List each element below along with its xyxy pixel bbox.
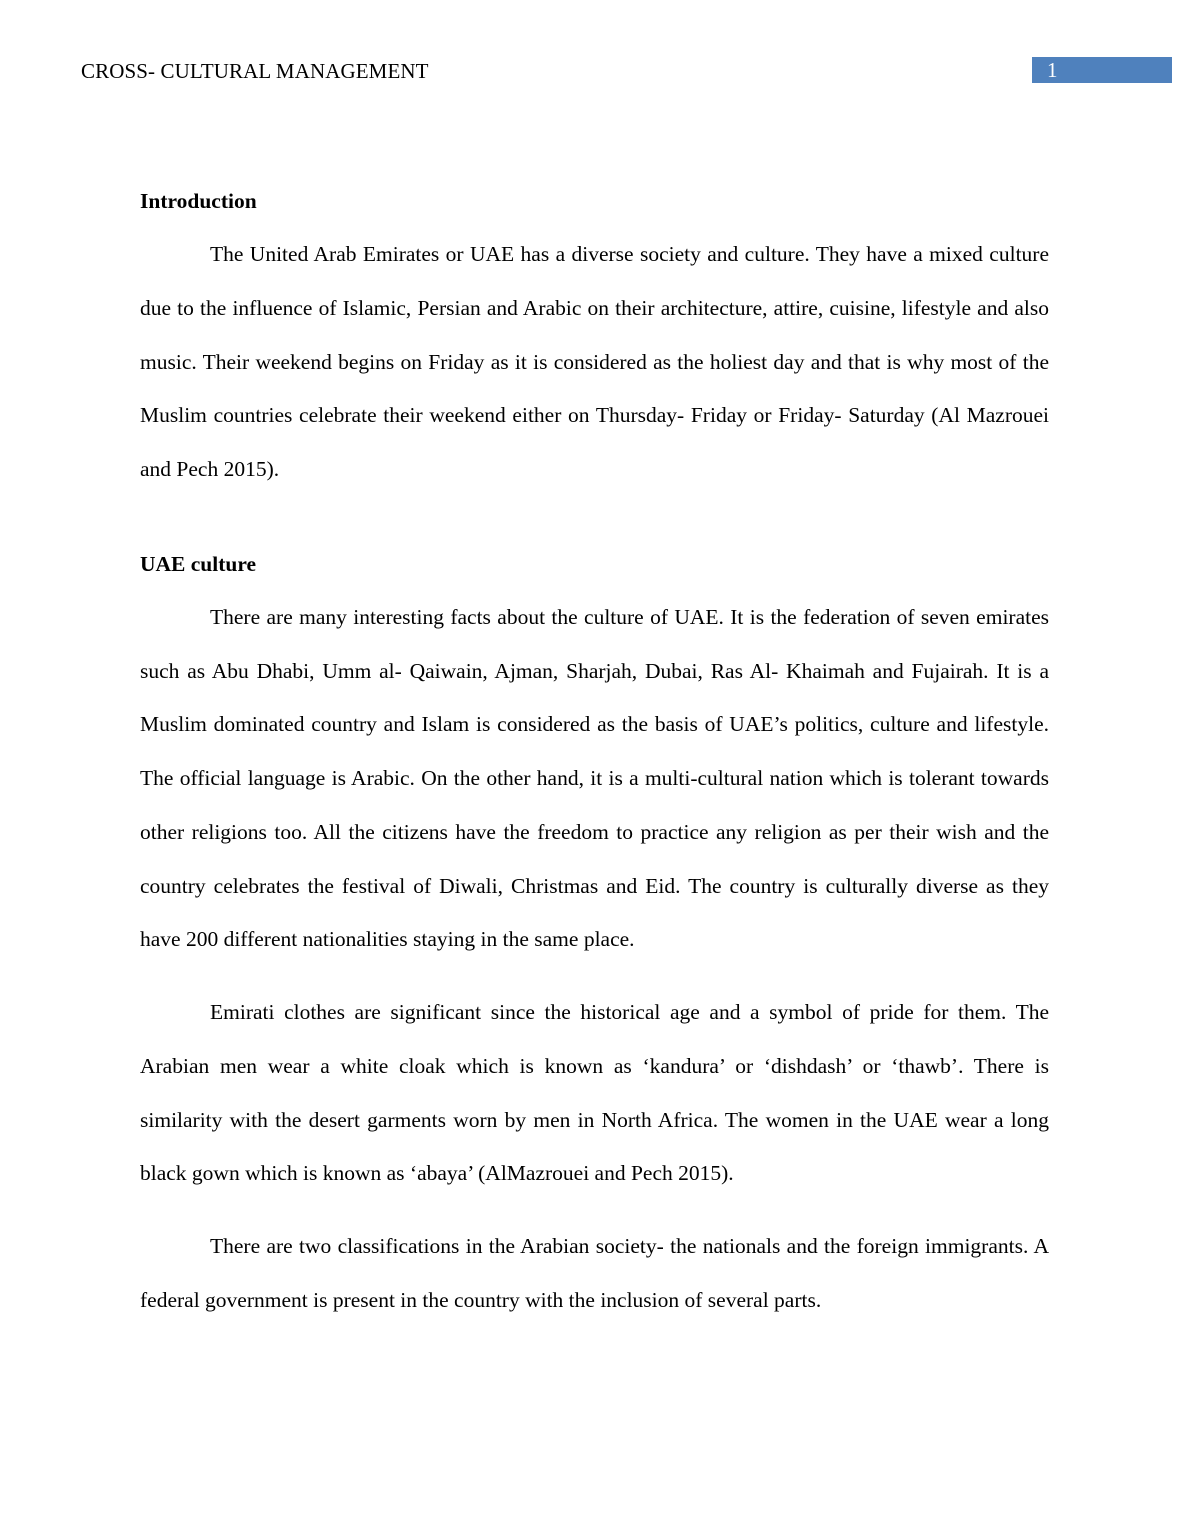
uae-culture-paragraph-2: Emirati clothes are significant since the historical age and a symbol of pride for them. The Arabian men wear a white cloak which is known as ‘kandura’ or ‘dishdash’ or ‘thawb’. There is similarity with the desert garments worn by men in North Africa. The women in the UAE wear a long black gown which is known as ‘abaya’ (AlMazrouei and Pech 2015).	[140, 1000, 1049, 1186]
section-heading-introduction: Introduction	[140, 189, 257, 213]
document-body	[140, 186, 1049, 1328]
intro-paragraph: The United Arab Emirates or UAE has a diverse society and culture. They have a mixed culture due to the influence of Islamic, Persian and Arabic on their architecture, attire, cuisine, lifestyle and also music. Their weekend begins on Friday as it is considered as the holiest day and that is why most of the Muslim countries celebrate their weekend either on Thursday- Friday or Friday- Saturday (Al Mazrouei and Pech 2015).	[140, 242, 1049, 481]
uae-culture-paragraph-1: There are many interesting facts about the culture of UAE. It is the federation of seven emirates such as Abu Dhabi, Umm al- Qaiwain, Ajman, Sharjah, Dubai, Ras Al- Khaimah and Fujairah. It is a Muslim dominated country and Islam is considered as the basis of UAE’s politics, culture and lifestyle. The official language is Arabic. On the other hand, it is a multi-cultural nation which is tolerant towards other religions too. All the citizens have the freedom to practice any religion as per their wish and the country celebrates the festival of Diwali, Christmas and Eid. The country is culturally diverse as they have 200 different nationalities staying in the same place.	[140, 604, 1049, 952]
section-spacer	[140, 497, 1049, 549]
running-head-title: CROSS- CULTURAL MANAGEMENT	[81, 59, 429, 83]
page-number: 1	[1047, 58, 1058, 82]
paragraph-spacer	[140, 1201, 1049, 1220]
uae-culture-paragraph-3: There are two classifications in the Arabian society- the nationals and the foreign immigrants. A federal government is present in the country with the inclusion of several parts.	[140, 1234, 1049, 1312]
paragraph-spacer	[140, 967, 1049, 986]
page-number-box	[1032, 57, 1172, 83]
section-heading-uae-culture: UAE culture	[140, 551, 257, 576]
